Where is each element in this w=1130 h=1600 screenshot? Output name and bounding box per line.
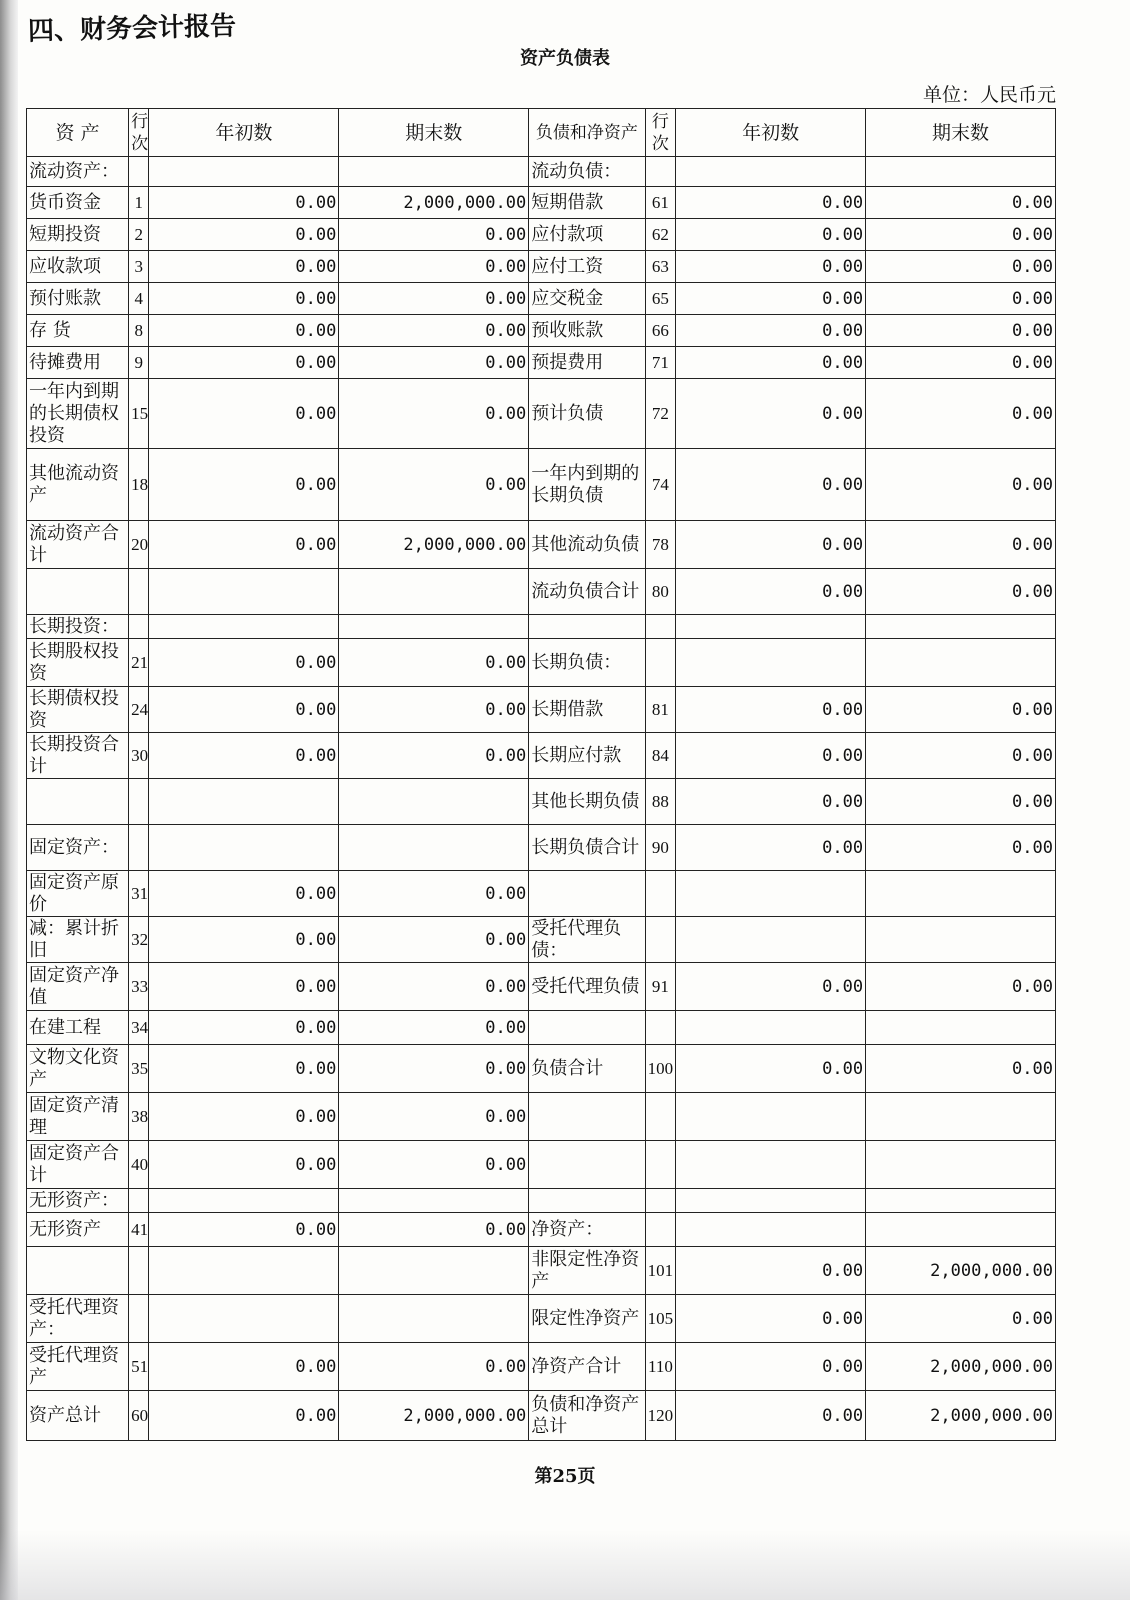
liability-name: 流动负债合计 [529,569,645,615]
liability-end: 2,000,000.00 [866,1391,1056,1441]
liability-name: 流动负债： [529,157,645,187]
table-row [27,1189,1056,1213]
liability-line-no [645,639,676,687]
asset-end: 0.00 [339,1011,529,1045]
asset-line-no [129,1295,149,1343]
asset-begin [149,825,339,871]
liability-end: 0.00 [866,1045,1056,1093]
header-line-no: 行次 [129,109,149,157]
balance-sheet-table [26,108,1056,1441]
asset-line-no: 38 [129,1093,149,1141]
asset-name: 流动资产： [27,157,129,187]
table-row [27,315,1056,347]
liability-name: 预收账款 [529,315,645,347]
liability-begin: 0.00 [676,1045,866,1093]
liability-begin: 0.00 [676,379,866,449]
liability-name: 应付工资 [529,251,645,283]
liability-line-no: 101 [645,1247,676,1295]
header-liabilities: 负债和净资产 [529,109,645,157]
asset-begin: 0.00 [149,347,339,379]
table-header-row [27,109,1056,157]
asset-line-no: 35 [129,1045,149,1093]
asset-begin: 0.00 [149,219,339,251]
table-row [27,1295,1056,1343]
liability-line-no: 120 [645,1391,676,1441]
header-begin-2: 年初数 [676,109,866,157]
table-row [27,615,1056,639]
liability-line-no: 61 [645,187,676,219]
page-number: 第25页 [534,1466,596,1487]
asset-begin: 0.00 [149,963,339,1011]
page-binding-edge [0,0,18,1600]
liability-begin: 0.00 [676,1343,866,1391]
asset-line-no: 24 [129,687,149,733]
asset-end: 0.00 [339,917,529,963]
asset-begin: 0.00 [149,871,339,917]
asset-name: 无形资产 [27,1213,129,1247]
asset-begin [149,1189,339,1213]
liability-name [529,1141,645,1189]
liability-begin [676,615,866,639]
asset-name [27,1247,129,1295]
table-row [27,963,1056,1011]
liability-begin: 0.00 [676,569,866,615]
liability-end: 0.00 [866,963,1056,1011]
table-row [27,157,1056,187]
liability-begin: 0.00 [676,521,866,569]
table-row [27,521,1056,569]
liability-end: 0.00 [866,347,1056,379]
liability-name: 净资产： [529,1213,645,1247]
liability-line-no [645,1141,676,1189]
liability-line-no: 66 [645,315,676,347]
asset-name: 固定资产合计 [27,1141,129,1189]
liability-line-no: 91 [645,963,676,1011]
liability-name: 负债和净资产总计 [529,1391,645,1441]
liability-name: 长期应付款 [529,733,645,779]
table-row [27,1343,1056,1391]
asset-begin: 0.00 [149,1141,339,1189]
header-line-no-2: 行次 [645,109,676,157]
liability-begin: 0.00 [676,251,866,283]
asset-line-no [129,825,149,871]
liability-end [866,1011,1056,1045]
asset-begin: 0.00 [149,733,339,779]
liability-begin [676,1141,866,1189]
liability-end: 0.00 [866,283,1056,315]
table-row [27,449,1056,521]
table-row [27,251,1056,283]
asset-name: 长期投资合计 [27,733,129,779]
liability-line-no [645,871,676,917]
liability-end [866,615,1056,639]
liability-line-no [645,615,676,639]
liability-end: 2,000,000.00 [866,1343,1056,1391]
table-row [27,1391,1056,1441]
asset-end [339,615,529,639]
liability-begin: 0.00 [676,1295,866,1343]
liability-line-no [645,157,676,187]
liability-begin: 0.00 [676,347,866,379]
asset-end: 2,000,000.00 [339,1391,529,1441]
asset-line-no: 31 [129,871,149,917]
asset-line-no: 20 [129,521,149,569]
liability-line-no: 80 [645,569,676,615]
currency-unit: 单位：人民币元 [922,84,1056,106]
asset-name: 短期投资 [27,219,129,251]
asset-line-no: 32 [129,917,149,963]
liability-line-no [645,1093,676,1141]
asset-line-no: 2 [129,219,149,251]
asset-begin: 0.00 [149,251,339,283]
asset-line-no: 40 [129,1141,149,1189]
asset-begin: 0.00 [149,521,339,569]
liability-line-no [645,1011,676,1045]
liability-end: 0.00 [866,1295,1056,1343]
liability-begin: 0.00 [676,825,866,871]
asset-line-no: 51 [129,1343,149,1391]
table-row [27,779,1056,825]
liability-line-no: 100 [645,1045,676,1093]
asset-line-no: 60 [129,1391,149,1441]
asset-name: 应收款项 [27,251,129,283]
asset-line-no [129,1189,149,1213]
asset-begin: 0.00 [149,1011,339,1045]
table-row [27,187,1056,219]
asset-name [27,569,129,615]
asset-end [339,825,529,871]
asset-name: 预付账款 [27,283,129,315]
section-title: 四、财务会计报告 [27,11,237,47]
asset-begin: 0.00 [149,379,339,449]
liability-line-no: 81 [645,687,676,733]
liability-line-no: 71 [645,347,676,379]
asset-begin [149,1247,339,1295]
liability-begin: 0.00 [676,449,866,521]
liability-name [529,1093,645,1141]
asset-begin: 0.00 [149,1391,339,1441]
asset-line-no: 4 [129,283,149,315]
liability-begin: 0.00 [676,283,866,315]
asset-begin: 0.00 [149,1343,339,1391]
table-row [27,1247,1056,1295]
liability-begin [676,1093,866,1141]
asset-end: 0.00 [339,1141,529,1189]
liability-end: 0.00 [866,521,1056,569]
liability-name: 受托代理负债： [529,917,645,963]
table-row [27,871,1056,917]
liability-name: 长期负债： [529,639,645,687]
liability-end [866,1141,1056,1189]
liability-end: 0.00 [866,779,1056,825]
asset-name: 受托代理资产 [27,1343,129,1391]
liability-name: 净资产合计 [529,1343,645,1391]
asset-line-no: 34 [129,1011,149,1045]
asset-name: 固定资产净值 [27,963,129,1011]
asset-name: 固定资产清理 [27,1093,129,1141]
asset-end: 0.00 [339,251,529,283]
liability-name: 短期借款 [529,187,645,219]
liability-end: 0.00 [866,315,1056,347]
liability-begin: 0.00 [676,733,866,779]
asset-line-no: 21 [129,639,149,687]
asset-name: 资产总计 [27,1391,129,1441]
table-row [27,1011,1056,1045]
table-row [27,639,1056,687]
document-title: 资产负债表 [520,48,610,69]
asset-name: 一年内到期的长期债权投资 [27,379,129,449]
table-row [27,1141,1056,1189]
asset-begin [149,615,339,639]
asset-end: 0.00 [339,1045,529,1093]
liability-name: 长期负债合计 [529,825,645,871]
table-row [27,219,1056,251]
liability-name: 预提费用 [529,347,645,379]
liability-begin [676,157,866,187]
liability-begin [676,871,866,917]
liability-end [866,871,1056,917]
asset-begin: 0.00 [149,449,339,521]
table-row [27,1093,1056,1141]
asset-begin: 0.00 [149,639,339,687]
asset-begin [149,1295,339,1343]
asset-name: 流动资产合计 [27,521,129,569]
liability-end: 0.00 [866,733,1056,779]
table-row [27,347,1056,379]
table-row [27,1213,1056,1247]
asset-end: 0.00 [339,449,529,521]
liability-name: 长期借款 [529,687,645,733]
liability-end: 0.00 [866,219,1056,251]
asset-name: 存 货 [27,315,129,347]
asset-name: 在建工程 [27,1011,129,1045]
asset-begin [149,779,339,825]
asset-line-no [129,157,149,187]
asset-line-no: 15 [129,379,149,449]
liability-line-no: 78 [645,521,676,569]
asset-end: 0.00 [339,687,529,733]
asset-begin: 0.00 [149,283,339,315]
asset-end [339,1295,529,1343]
asset-line-no [129,1247,149,1295]
asset-line-no: 8 [129,315,149,347]
asset-line-no: 18 [129,449,149,521]
asset-line-no: 30 [129,733,149,779]
asset-name: 减：累计折旧 [27,917,129,963]
asset-name: 待摊费用 [27,347,129,379]
asset-line-no: 3 [129,251,149,283]
liability-name: 非限定性净资产 [529,1247,645,1295]
asset-begin: 0.00 [149,1213,339,1247]
asset-end: 0.00 [339,283,529,315]
liability-name: 其他流动负债 [529,521,645,569]
asset-end: 2,000,000.00 [339,521,529,569]
asset-line-no [129,569,149,615]
asset-name: 无形资产： [27,1189,129,1213]
liability-name: 受托代理负债 [529,963,645,1011]
asset-end: 0.00 [339,1213,529,1247]
asset-end: 0.00 [339,315,529,347]
liability-line-no: 90 [645,825,676,871]
asset-end [339,569,529,615]
liability-end: 2,000,000.00 [866,1247,1056,1295]
page-shadow [0,1530,1130,1600]
liability-line-no: 88 [645,779,676,825]
liability-line-no: 110 [645,1343,676,1391]
liability-name: 预计负债 [529,379,645,449]
asset-end: 0.00 [339,639,529,687]
liability-name: 应付款项 [529,219,645,251]
asset-name: 长期股权投资 [27,639,129,687]
liability-begin [676,917,866,963]
table-row [27,733,1056,779]
asset-line-no: 9 [129,347,149,379]
liability-begin: 0.00 [676,687,866,733]
header-end: 期末数 [339,109,529,157]
liability-begin: 0.00 [676,315,866,347]
liability-line-no [645,917,676,963]
asset-line-no [129,615,149,639]
asset-line-no: 1 [129,187,149,219]
asset-end [339,157,529,187]
asset-begin: 0.00 [149,917,339,963]
asset-end: 0.00 [339,733,529,779]
liability-line-no [645,1189,676,1213]
asset-end: 0.00 [339,871,529,917]
asset-name: 长期债权投资 [27,687,129,733]
liability-name: 一年内到期的长期负债 [529,449,645,521]
asset-begin: 0.00 [149,1093,339,1141]
liability-begin [676,639,866,687]
liability-end [866,157,1056,187]
liability-line-no: 72 [645,379,676,449]
table-row [27,917,1056,963]
liability-begin [676,1011,866,1045]
table-row [27,1045,1056,1093]
liability-begin: 0.00 [676,219,866,251]
liability-end: 0.00 [866,187,1056,219]
asset-end: 2,000,000.00 [339,187,529,219]
header-end-2: 期末数 [866,109,1056,157]
asset-end: 0.00 [339,963,529,1011]
liability-end [866,917,1056,963]
header-begin: 年初数 [149,109,339,157]
liability-end: 0.00 [866,449,1056,521]
liability-end [866,1093,1056,1141]
asset-name: 受托代理资产： [27,1295,129,1343]
asset-end [339,1247,529,1295]
table-row [27,569,1056,615]
liability-begin [676,1213,866,1247]
asset-end [339,1189,529,1213]
asset-begin [149,157,339,187]
asset-begin: 0.00 [149,1045,339,1093]
liability-line-no [645,1213,676,1247]
liability-end: 0.00 [866,379,1056,449]
liability-name: 其他长期负债 [529,779,645,825]
liability-line-no: 105 [645,1295,676,1343]
liability-begin: 0.00 [676,779,866,825]
asset-begin [149,569,339,615]
liability-line-no: 65 [645,283,676,315]
asset-name: 文物文化资产 [27,1045,129,1093]
asset-end [339,779,529,825]
liability-end [866,1213,1056,1247]
liability-name [529,1189,645,1213]
asset-begin: 0.00 [149,315,339,347]
liability-name: 负债合计 [529,1045,645,1093]
liability-name [529,615,645,639]
liability-end: 0.00 [866,687,1056,733]
liability-begin: 0.00 [676,187,866,219]
liability-line-no: 84 [645,733,676,779]
liability-begin: 0.00 [676,963,866,1011]
table-row [27,283,1056,315]
asset-end: 0.00 [339,1093,529,1141]
table-row [27,825,1056,871]
header-asset: 资 产 [27,109,129,157]
liability-end: 0.00 [866,825,1056,871]
liability-begin: 0.00 [676,1247,866,1295]
liability-name [529,1011,645,1045]
asset-end: 0.00 [339,219,529,251]
liability-end: 0.00 [866,251,1056,283]
table-row [27,687,1056,733]
asset-name: 货币资金 [27,187,129,219]
asset-begin: 0.00 [149,687,339,733]
asset-name: 固定资产原价 [27,871,129,917]
liability-begin: 0.00 [676,1391,866,1441]
asset-begin: 0.00 [149,187,339,219]
asset-name: 其他流动资产 [27,449,129,521]
asset-name: 长期投资： [27,615,129,639]
asset-end: 0.00 [339,347,529,379]
liability-end [866,1189,1056,1213]
asset-line-no [129,779,149,825]
table-row [27,379,1056,449]
liability-begin [676,1189,866,1213]
liability-name [529,871,645,917]
liability-end [866,639,1056,687]
liability-line-no: 62 [645,219,676,251]
liability-name: 应交税金 [529,283,645,315]
asset-line-no: 41 [129,1213,149,1247]
asset-name [27,779,129,825]
asset-line-no: 33 [129,963,149,1011]
asset-end: 0.00 [339,379,529,449]
liability-line-no: 74 [645,449,676,521]
asset-name: 固定资产： [27,825,129,871]
liability-name: 限定性净资产 [529,1295,645,1343]
asset-end: 0.00 [339,1343,529,1391]
liability-end: 0.00 [866,569,1056,615]
liability-line-no: 63 [645,251,676,283]
